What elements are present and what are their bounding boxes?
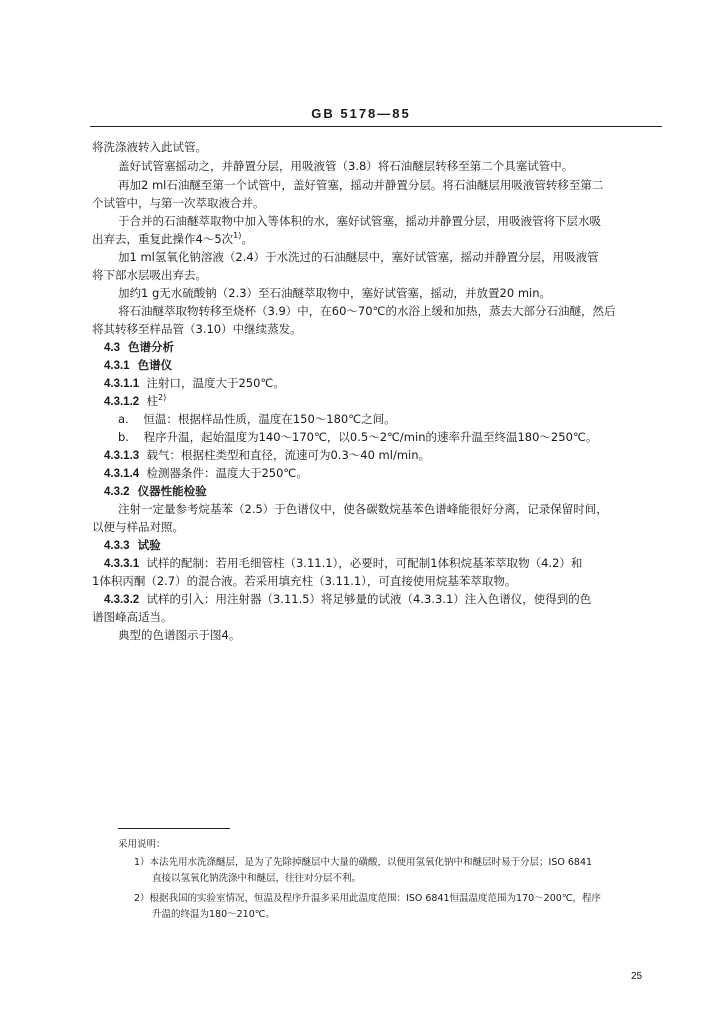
- list-text: 程序升温，起始温度为140～170℃，以0.5～2℃/min的速率升温至终温180～250℃。: [143, 430, 598, 444]
- list-text: 恒温：根据样品性质，温度在150～180℃之间。: [143, 412, 396, 426]
- list-label: b.: [118, 430, 129, 444]
- clause-number: 4.3.1.3: [104, 450, 140, 462]
- section-heading-4-3-3: [104, 537, 161, 554]
- note-2-line: 升温的终温为180～210℃。: [152, 909, 275, 920]
- body-line: 谱图峰高适当。: [92, 610, 173, 624]
- section-heading-4-3: [104, 339, 174, 356]
- list-item-a: [118, 411, 396, 427]
- list-item-b: [118, 429, 597, 445]
- clause-number: 4.3.1.2: [104, 396, 140, 408]
- clause-text: 检测器条件：温度大于250℃。: [146, 466, 308, 480]
- section-number: 4.3: [104, 342, 120, 354]
- clause-4-3-1-2: [104, 393, 166, 410]
- clause-text: 试样的配制：若用毛细管柱（3.11.1），必要时，可配制1体积烷基苯萃取物（4.2）和: [146, 556, 583, 570]
- body-text: 出弃去，重复此操作4～5次: [92, 232, 234, 246]
- clause-4-3-3-2: [104, 591, 591, 608]
- note-1-line: 1）本法先用水洗涤醚层，是为了先除掉醚层中大量的磺酸，以便用氢氧化钠中和醚层时易于分层；ISO 6841: [134, 857, 593, 868]
- section-title: 试验: [137, 538, 161, 552]
- section-title: 色谱分析: [128, 340, 175, 354]
- clause-text: 注射口，温度大于250℃。: [146, 376, 285, 390]
- body-line: [92, 231, 253, 247]
- clause-number: 4.3.3.1: [104, 558, 140, 570]
- body-line: 盖好试管塞摇动之，并静置分层，用吸液管（3.8）将石油醚层转移至第二个具塞试管中。: [118, 159, 574, 173]
- body-line: 注射一定量参考烷基苯（2.5）于色谱仪中，使各碳数烷基苯色谱峰能很好分离，记录保留时间，: [118, 502, 608, 516]
- clause-number: 4.3.1.4: [104, 468, 140, 480]
- note-2-line: 2）根据我国的实验室情况，恒温及程序升温多采用此温度范围：ISO 6841恒温温度范围为170～200℃，程序: [134, 893, 601, 904]
- clause-4-3-1-4: [104, 465, 308, 482]
- section-heading-4-3-1: [104, 357, 172, 374]
- clause-text: 载气：根据柱类型和直径，流速可为0.3～40 ml/min。: [146, 448, 431, 462]
- body-line: 以便与样品对照。: [92, 520, 184, 534]
- body-line: 将石油醚萃取物转移至烧杯（3.9）中，在60～70℃的水浴上缓和加热，蒸去大部分石油醚，然后: [118, 304, 616, 318]
- page-number: 25: [631, 971, 643, 982]
- section-heading-4-3-2: [104, 483, 207, 500]
- clause-number: 4.3.1.1: [104, 378, 140, 390]
- body-line: 加约1 g无水硫酸钠（2.3）至石油醚萃取物中，塞好试管塞，摇动，并放置20 min。: [118, 286, 552, 300]
- body-line: 将洗涤液转入此试管。: [92, 140, 207, 154]
- body-text: 。: [241, 232, 253, 246]
- body-line: 个试管中，与第一次萃取液合并。: [92, 196, 265, 210]
- section-title: 仪器性能检验: [137, 484, 207, 498]
- section-title: 色谱仪: [137, 358, 173, 372]
- standard-code-header: GB 5178—85: [311, 106, 411, 121]
- notes-title: 采用说明：: [118, 839, 166, 850]
- clause-text: 试样的引入：用注射器（3.11.5）将足够量的试液（4.3.3.1）注入色谱仪，使得到的色: [146, 592, 592, 606]
- body-line: 将其转移至样品管（3.10）中继续蒸发。: [92, 322, 302, 336]
- section-number: 4.3.2: [104, 486, 130, 498]
- body-line: 将下部水层吸出弃去。: [92, 268, 207, 282]
- body-line: 典型的色谱图示于图4。: [118, 628, 241, 642]
- section-number: 4.3.3: [104, 540, 130, 552]
- list-label: a.: [118, 412, 129, 426]
- footnote-ref: 2): [157, 393, 167, 403]
- footnote-ref: 1): [233, 231, 242, 241]
- footnote-rule: [118, 828, 230, 829]
- body-line: 加1 ml氢氧化钠溶液（2.4）于水洗过的石油醚层中，塞好试管塞，摇动并静置分层，用吸液管: [118, 250, 599, 264]
- body-line: 再加2 ml石油醚至第一个试管中，盖好管塞，摇动并静置分层。将石油醚层用吸液管转移至第二: [118, 178, 604, 192]
- clause-4-3-3-1: [104, 555, 582, 572]
- note-1-line: 直接以氢氧化钠洗涤中和醚层，往往对分层不利。: [152, 873, 362, 884]
- section-number: 4.3.1: [104, 360, 130, 372]
- body-line: 于合并的石油醚萃取物中加入等体积的水，塞好试管塞，摇动并静置分层，用吸液管将下层水吸: [118, 214, 601, 228]
- clause-text: 柱: [146, 394, 158, 408]
- body-line: 1体积丙酮（2.7）的混合液。若采用填充柱（3.11.1），可直接使用烷基苯萃取物。: [92, 574, 517, 588]
- header-rule: [90, 126, 662, 127]
- clause-4-3-1-3: [104, 447, 430, 464]
- clause-4-3-1-1: [104, 375, 285, 392]
- clause-number: 4.3.3.2: [104, 594, 140, 606]
